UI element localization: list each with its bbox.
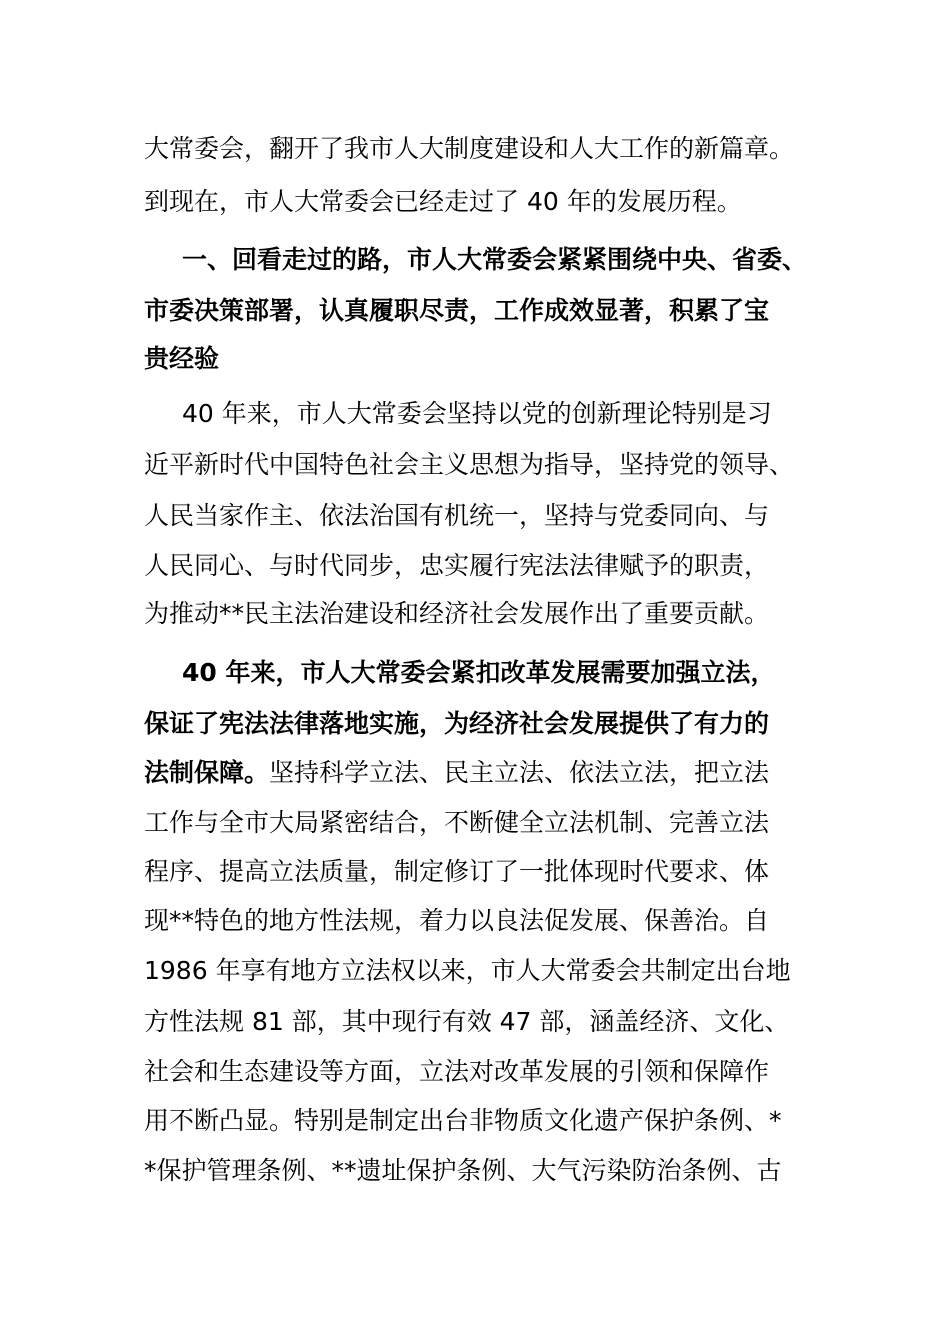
- paragraph-2-bold-line-2: 保证了宪法法律落地实施，为经济社会发展提供了有力的: [144, 709, 770, 738]
- section-heading-line-1: 一、回看走过的路，市人大常委会紧紧围绕中央、省委、: [182, 245, 808, 274]
- body-line-2: 到现在，市人大常委会已经走过了 40 年的发展历程。: [144, 187, 742, 216]
- paragraph-2-line-6: 现**特色的地方性法规，着力以良法促发展、保善治。自: [144, 906, 770, 935]
- paragraph-2-line-3: [144, 756, 769, 790]
- paragraph-1-line-4: 人民同心、与时代同步，忠实履行宪法法律赋予的职责，: [144, 551, 770, 580]
- section-heading-line-2: 市委决策部署，认真履职尽责，工作成效显著，积累了宝: [144, 296, 770, 325]
- paragraph-2-bold-line-1: 40 年来，市人大常委会紧扣改革发展需要加强立法，: [182, 658, 776, 687]
- paragraph-2-line-10: 用不断凸显。特别是制定出台非物质文化遗产保护条例、*: [144, 1106, 782, 1135]
- paragraph-1-line-3: 人民当家作主、依法治国有机统一，坚持与党委同向、与: [144, 501, 770, 530]
- paragraph-1-line-5: 为推动**民主法治建设和经济社会发展作出了重要贡献。: [144, 599, 770, 628]
- section-heading-line-3: 贵经验: [144, 344, 220, 373]
- paragraph-1-line-1: 40 年来，市人大常委会坚持以党的创新理论特别是习: [182, 399, 772, 428]
- paragraph-2-line-4: 工作与全市大局紧密结合，不断健全立法机制、完善立法: [144, 808, 770, 837]
- paragraph-2-line-11: *保护管理条例、**遗址保护条例、大气污染防治条例、古: [144, 1156, 782, 1185]
- paragraph-2-line-9: 社会和生态建设等方面，立法对改革发展的引领和保障作: [144, 1057, 770, 1086]
- paragraph-2-line-5: 程序、提高立法质量，制定修订了一批体现时代要求、体: [144, 857, 770, 886]
- paragraph-1-line-2: 近平新时代中国特色社会主义思想为指导，坚持党的领导、: [144, 450, 795, 479]
- paragraph-2-bold-tail: 法制保障。: [144, 758, 270, 787]
- paragraph-2-line-7: 1986 年享有地方立法权以来，市人大常委会共制定出台地: [144, 956, 791, 985]
- paragraph-2-text-start: 坚持科学立法、民主立法、依法立法，把立法: [269, 758, 770, 787]
- paragraph-2-line-8: 方性法规 81 部，其中现行有效 47 部，涵盖经济、文化、: [144, 1007, 790, 1036]
- body-line-1: 大常委会，翻开了我市人大制度建设和人大工作的新篇章。: [144, 134, 795, 163]
